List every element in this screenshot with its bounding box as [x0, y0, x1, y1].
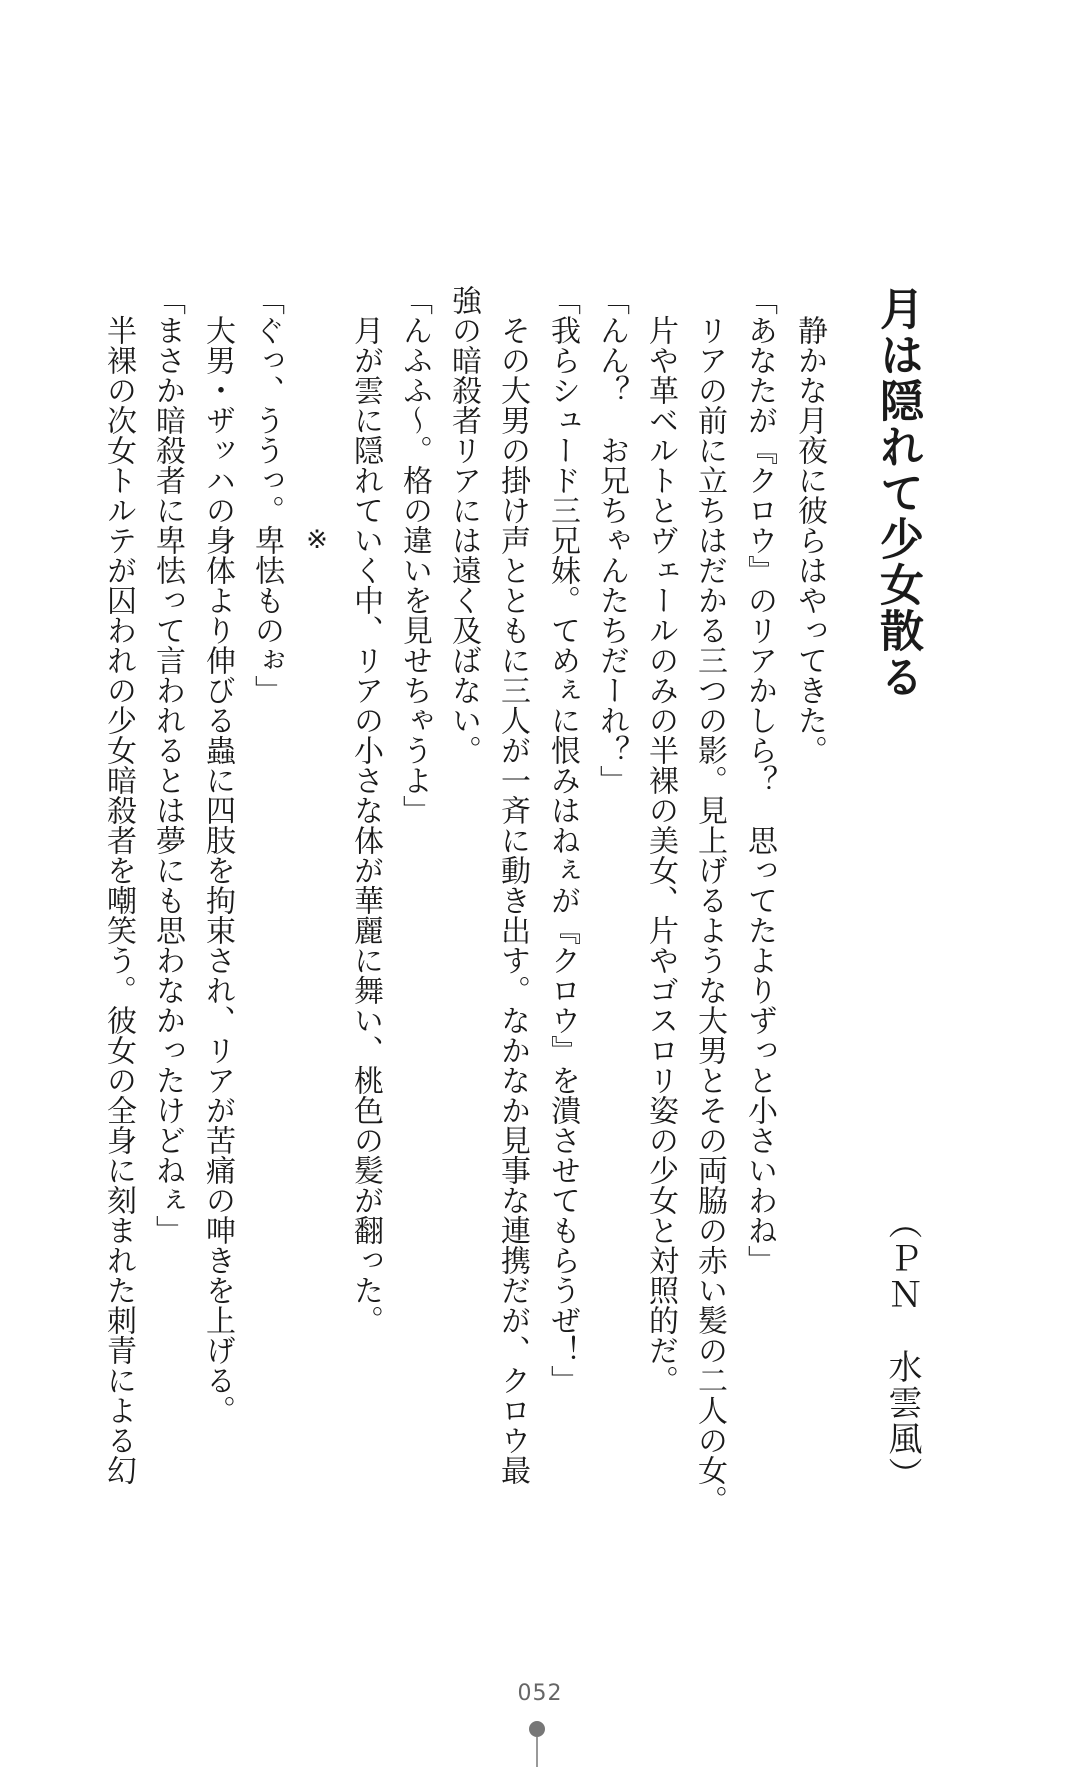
scene-separator: ※: [302, 525, 332, 555]
text-line: 「んふふ～。格の違いを見せちゃうよ」: [397, 285, 432, 825]
text-line: 「あなたが『クロウ』のリアかしら？ 思ってたよりずっと小さいわね」: [742, 285, 777, 1275]
text-line: リアの前に立ちはだかる三つの影。見上げるような大男とその両脇の赤い髪の二人の女。: [692, 285, 727, 1515]
author-pen-name: （ＰＮ 水雲風）: [882, 1205, 922, 1493]
page-marker-dot: [529, 1721, 545, 1737]
page-number: 052: [517, 1681, 563, 1706]
text-line: 「我らシュード三兄妹。てめぇに恨みはねぇが『クロウ』を潰させてもらうぜ！」: [545, 285, 580, 1395]
text-line: 「んん？ お兄ちゃんたちだーれ？」: [594, 285, 629, 795]
text-line: 「ぐっ、ううっ。卑怯ものぉ」: [249, 285, 284, 705]
text-line: 半裸の次女トルテが囚われの少女暗殺者を嘲笑う。彼女の全身に刻まれた刺青による幻: [101, 285, 136, 1485]
page-marker-line: [536, 1737, 538, 1767]
text-line: 大男・ザッハの身体より伸びる蟲に四肢を拘束され、リアが苦痛の呻きを上げる。: [200, 285, 235, 1425]
text-line: 強の暗殺者リアには遠く及ばない。: [446, 285, 481, 765]
chapter-title: 月は隠れて少女散る: [872, 286, 923, 700]
text-line: 「まさか暗殺者に卑怯って言われるとは夢にも思わなかったけどねぇ」: [150, 285, 185, 1245]
text-line: 片や革ベルトとヴェールのみの半裸の美女、片やゴスロリ姿の少女と対照的だ。: [643, 285, 678, 1395]
text-line: 月が雲に隠れていく中、リアの小さな体が華麗に舞い、桃色の髪が翻った。: [348, 285, 383, 1335]
text-line: その大男の掛け声とともに三人が一斉に動き出す。なかなか見事な連携だが、クロウ最: [495, 285, 530, 1485]
text-line: 静かな月夜に彼らはやってきた。: [792, 285, 827, 765]
